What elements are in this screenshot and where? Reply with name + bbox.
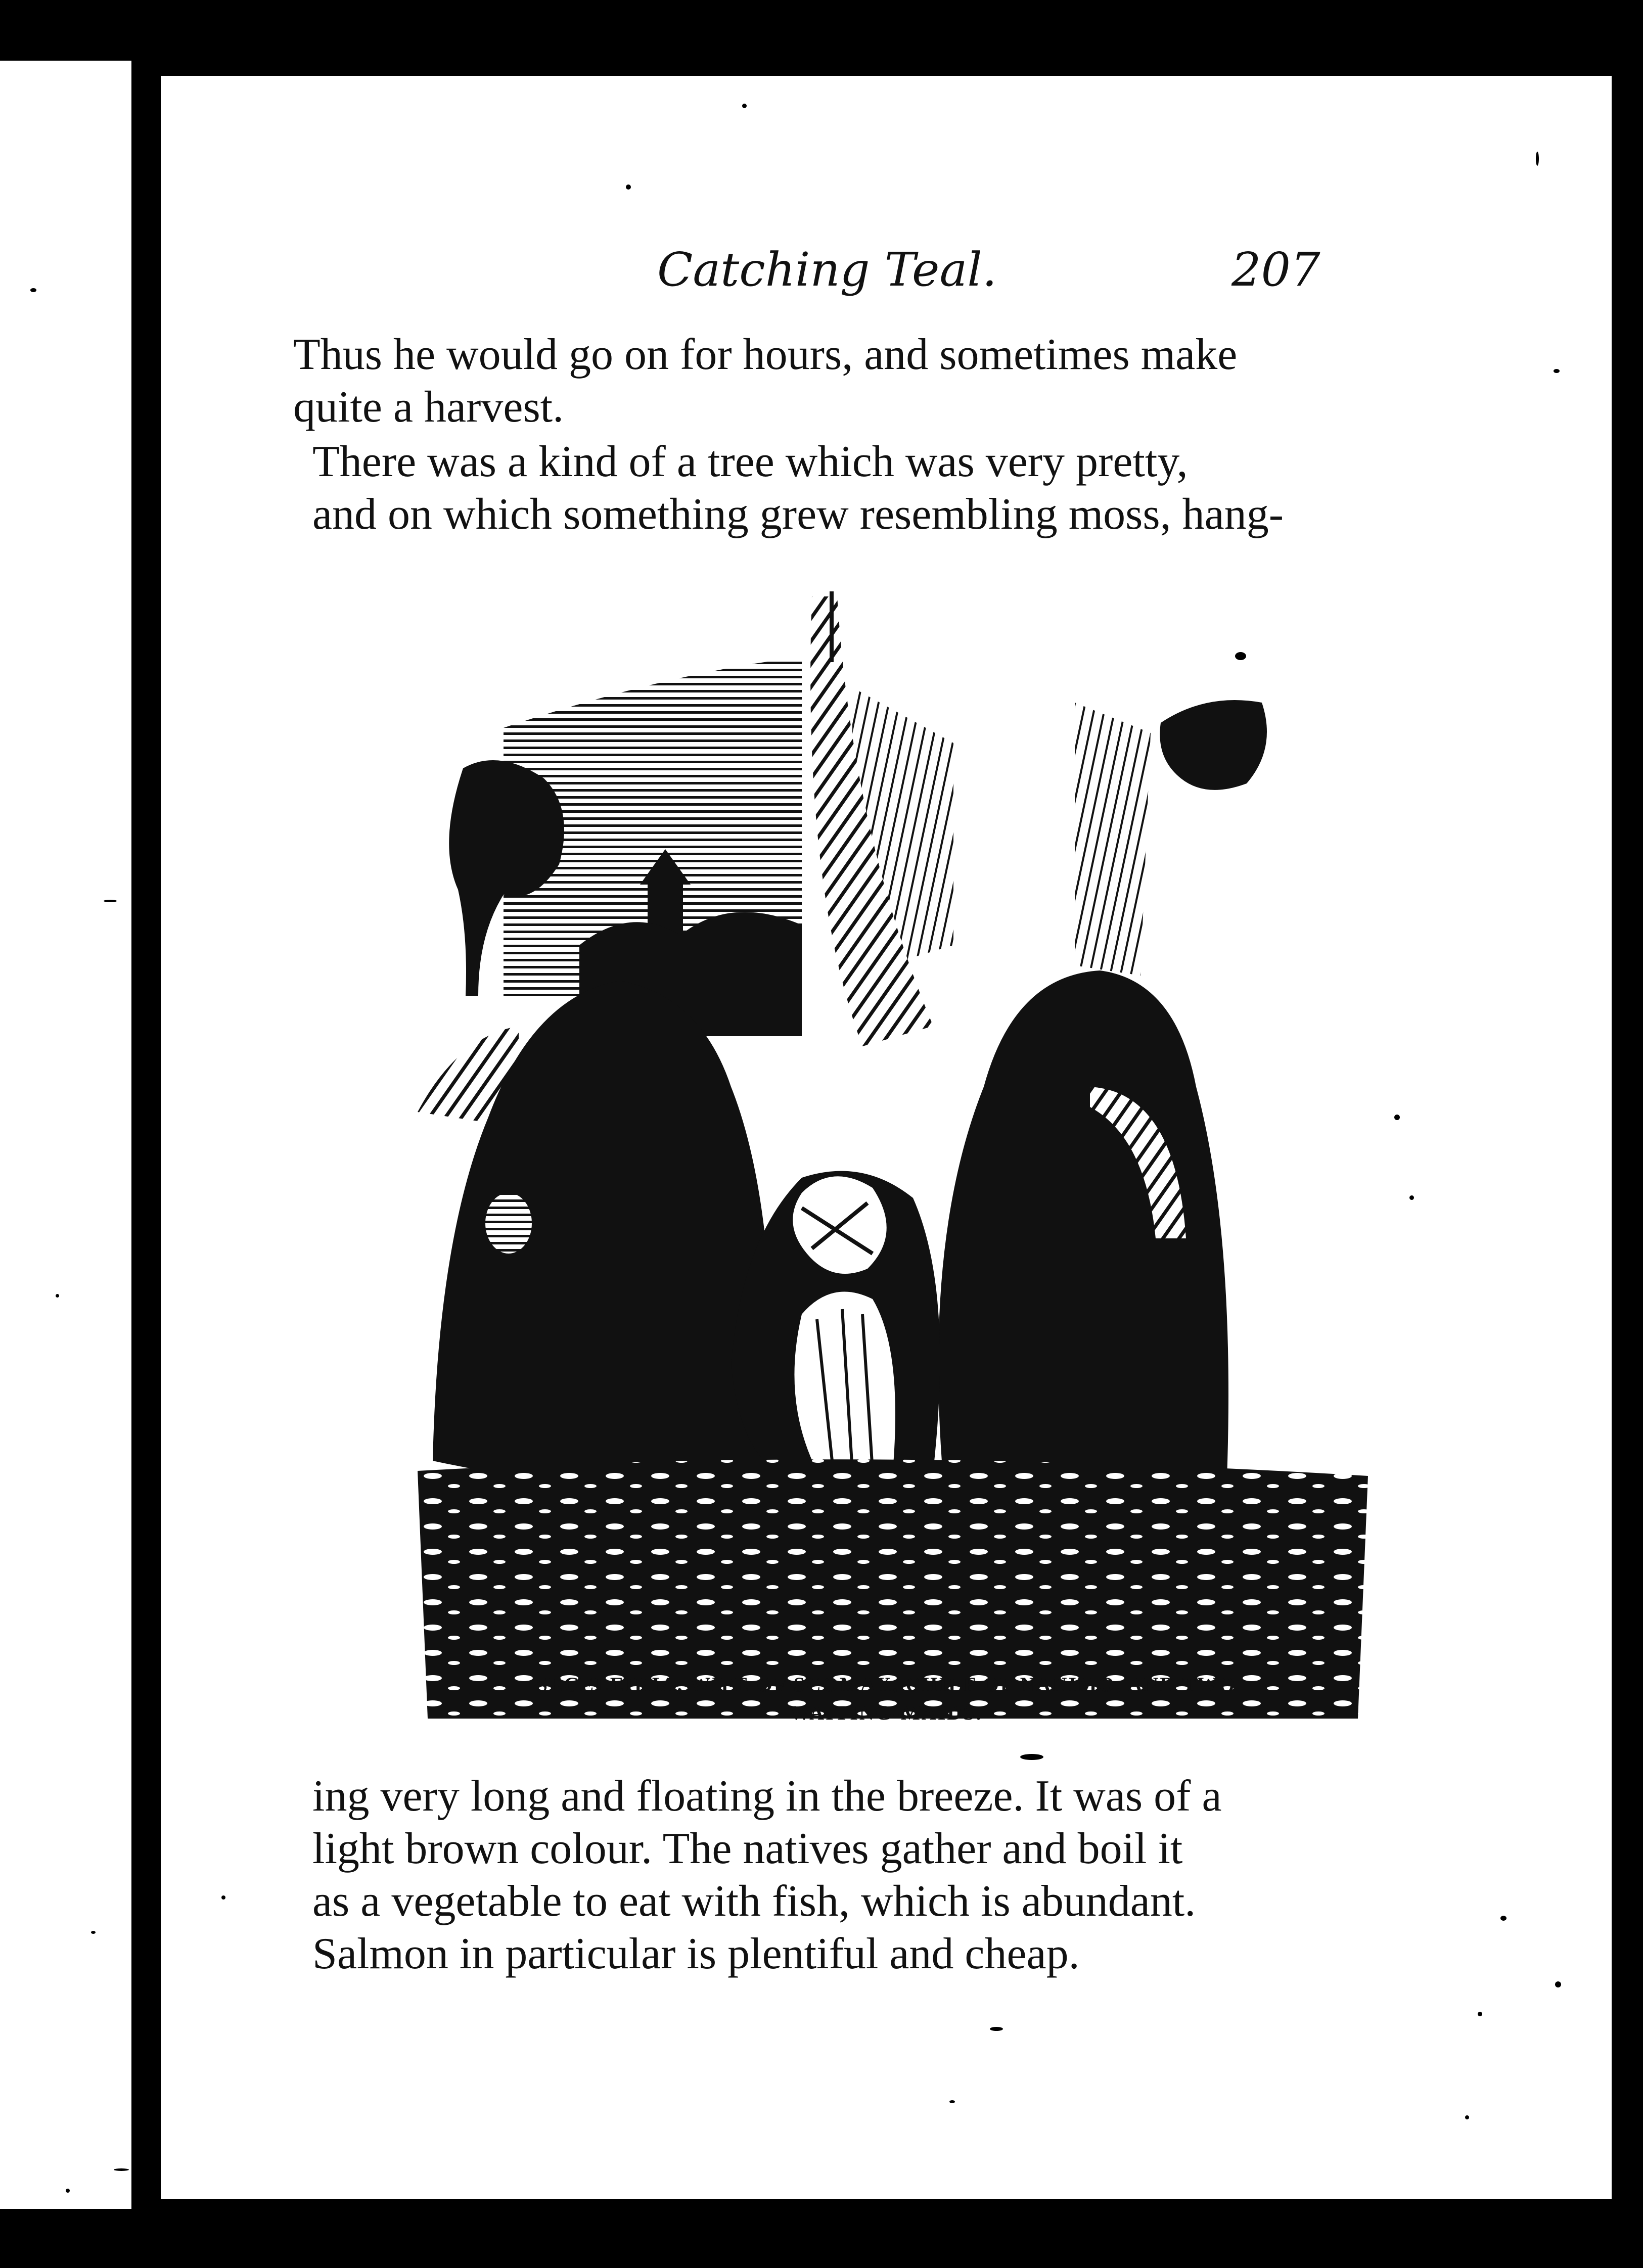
text-line: light brown colour. The natives gather and boil it bbox=[312, 1824, 1183, 1873]
text-line: and on which something grew resembling moss, hang- bbox=[312, 490, 1284, 539]
caption-line: WAITING-MAIDS. bbox=[790, 1701, 983, 1724]
engraving-illustration bbox=[418, 581, 1368, 1724]
book-page bbox=[161, 76, 1612, 2199]
figure-caption bbox=[161, 1671, 1612, 1727]
text-line: Salmon in particular is plentiful and cheap. bbox=[312, 1929, 1080, 1978]
running-head: Catching Teal. bbox=[657, 243, 997, 297]
page-number: 207 bbox=[1231, 243, 1320, 297]
page-header bbox=[161, 243, 1612, 323]
engraving-image bbox=[418, 581, 1368, 1724]
paragraph-2 bbox=[312, 436, 1284, 541]
text-line: There was a kind of a tree which was very pretty, bbox=[312, 437, 1188, 486]
paragraph-1 bbox=[293, 329, 1237, 434]
text-line: as a vegetable to eat with fish, which is abundant. bbox=[312, 1877, 1196, 1926]
facing-page-edge bbox=[0, 61, 131, 2209]
caption-line: SECELEIKIA, WIFE OF SCOMAX, CHIEF OF NANIMO, AND TWO bbox=[536, 1673, 1237, 1696]
text-line: Thus he would go on for hours, and sometimes make bbox=[293, 330, 1238, 379]
binding-gutter bbox=[131, 61, 161, 2209]
text-line: quite a harvest. bbox=[293, 383, 564, 432]
text-line: ing very long and floating in the breeze. It was of a bbox=[312, 1772, 1222, 1821]
paragraph-3 bbox=[312, 1770, 1222, 1980]
